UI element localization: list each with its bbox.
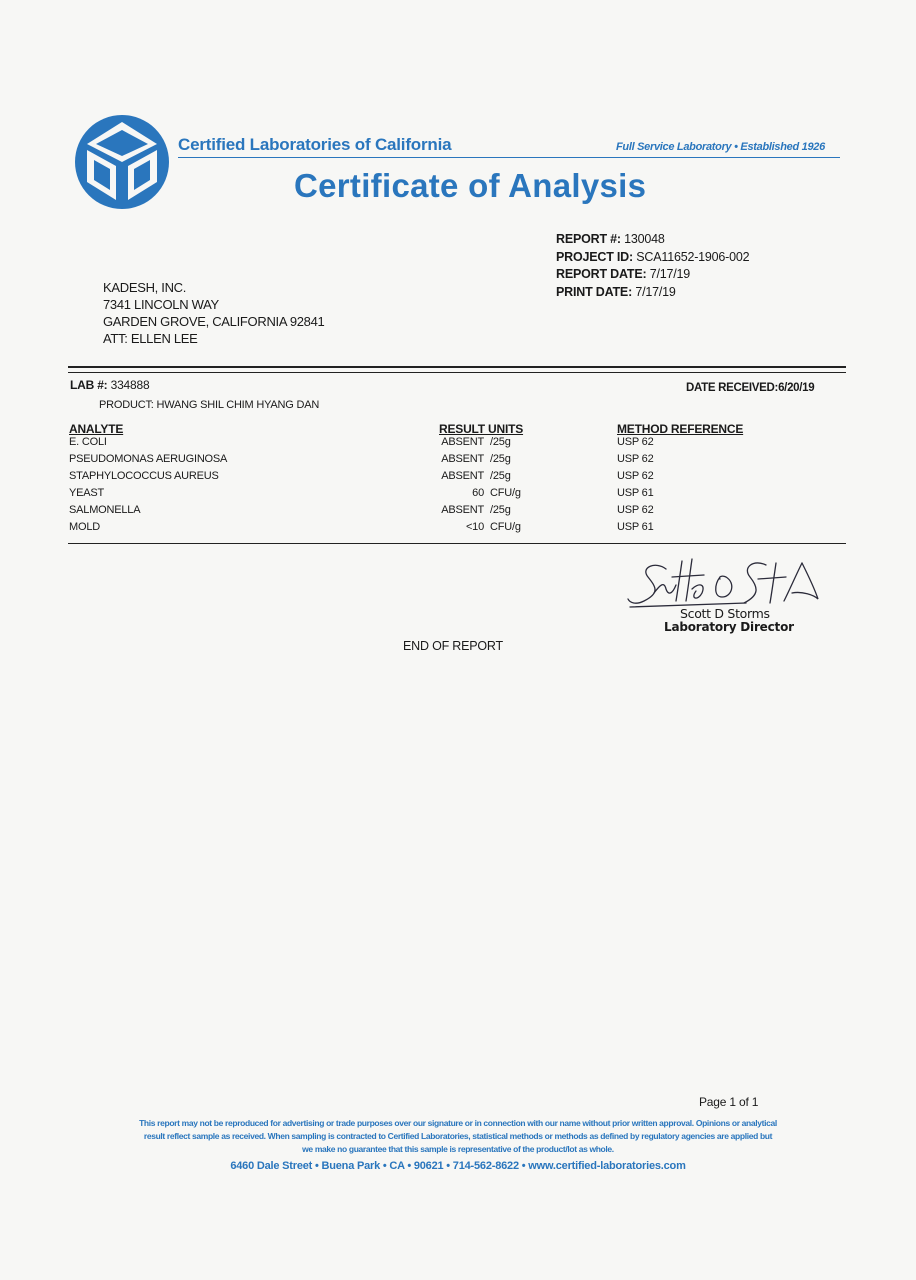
method-cell: USP 61: [617, 487, 654, 499]
section-rule-bottom: [68, 372, 846, 373]
report-number-line: REPORT #: 130048: [556, 232, 665, 246]
report-info: [556, 231, 749, 301]
method-cell: USP 62: [617, 470, 654, 482]
method-cell: USP 62: [617, 436, 654, 448]
signatory-title: Laboratory Director: [664, 620, 794, 634]
analyte-cell: STAPHYLOCOCCUS AUREUS: [69, 470, 219, 482]
footer-address: 6460 Dale Street • Buena Park • CA • 90621 • 714-562-8622 • www.certified-laboratories.com: [230, 1160, 686, 1172]
result-units-header: RESULT UNITS: [439, 422, 524, 436]
table-row: [0, 436, 916, 453]
signatory-name: Scott D Storms: [680, 606, 770, 621]
result-cell: <10: [465, 521, 484, 533]
header-divider: [178, 157, 840, 158]
table-row: [0, 487, 916, 504]
client-attention: ATT: ELLEN LEE: [103, 331, 198, 346]
table-bottom-rule: [68, 543, 846, 544]
disclaimer-line: This report may not be reproduced for advertising or trade purposes over our signature or in connection with our name without prior written approval. Opinions or analytical: [139, 1118, 777, 1128]
unit-cell: /25g: [490, 453, 511, 465]
result-cell: ABSENT: [441, 470, 484, 482]
report-date: 7/17/19: [649, 267, 691, 281]
analyte-cell: PSEUDOMONAS AERUGINOSA: [69, 453, 228, 465]
lab-number: 334888: [110, 378, 150, 392]
table-row: [0, 504, 916, 521]
result-cell: 60: [472, 487, 484, 499]
analyte-cell: SALMONELLA: [69, 504, 141, 516]
section-rule-top: [68, 366, 846, 368]
table-row: [0, 470, 916, 487]
result-cell: ABSENT: [441, 504, 484, 516]
method-cell: USP 62: [617, 504, 654, 516]
result-cell: ABSENT: [441, 436, 484, 448]
end-of-report: END OF REPORT: [403, 639, 503, 653]
unit-cell: CFU/g: [490, 487, 521, 499]
company-logo-icon: [72, 114, 172, 210]
unit-cell: /25g: [490, 504, 511, 516]
lab-name: Certified Laboratories of California: [178, 135, 452, 154]
method-header: METHOD REFERENCE: [617, 422, 744, 436]
table-row: [0, 521, 916, 538]
unit-cell: /25g: [490, 470, 511, 482]
client-street: 7341 LINCOLN WAY: [103, 297, 219, 312]
client-name: KADESH, INC.: [103, 280, 187, 295]
client-address: [103, 279, 324, 347]
product-name: PRODUCT: HWANG SHIL CHIM HYANG DAN: [99, 399, 320, 411]
method-cell: USP 61: [617, 521, 654, 533]
method-cell: USP 62: [617, 453, 654, 465]
report-number: 130048: [624, 232, 665, 246]
date-received-line: DATE RECEIVED:6/20/19: [686, 382, 815, 394]
analyte-cell: MOLD: [69, 521, 100, 533]
disclaimer-line: we make no guarantee that this sample is representative of the product/lot as whole.: [302, 1144, 614, 1154]
unit-cell: CFU/g: [490, 521, 521, 533]
page-number: Page 1 of 1: [699, 1095, 759, 1109]
footer-disclaimer: [100, 1117, 816, 1156]
project-id-line: PROJECT ID: SCA11652-1906-002: [556, 249, 750, 264]
lab-tagline: Full Service Laboratory • Established 1926: [616, 141, 825, 153]
date-received: 6/20/19: [778, 382, 815, 394]
lab-number-line: LAB #: 334888: [70, 378, 150, 392]
signature-icon: [626, 555, 826, 611]
print-date: 7/17/19: [635, 284, 676, 299]
table-row: [0, 453, 916, 470]
project-id: SCA11652-1906-002: [636, 249, 750, 264]
print-date-line: PRINT DATE: 7/17/19: [556, 284, 676, 299]
analyte-cell: E. COLI: [69, 436, 107, 448]
client-city: GARDEN GROVE, CALIFORNIA 92841: [103, 314, 325, 329]
document-title: Certificate of Analysis: [294, 167, 647, 204]
report-date-line: REPORT DATE: 7/17/19: [556, 267, 691, 281]
analyte-header: ANALYTE: [69, 422, 124, 436]
analyte-cell: YEAST: [69, 487, 105, 499]
unit-cell: /25g: [490, 436, 511, 448]
disclaimer-line: result reflect sample as received. When sampling is contracted to Certified Laboratories, statistical methods or methods as defined by regulatory agencies are applied but: [143, 1131, 773, 1141]
result-cell: ABSENT: [441, 453, 484, 465]
